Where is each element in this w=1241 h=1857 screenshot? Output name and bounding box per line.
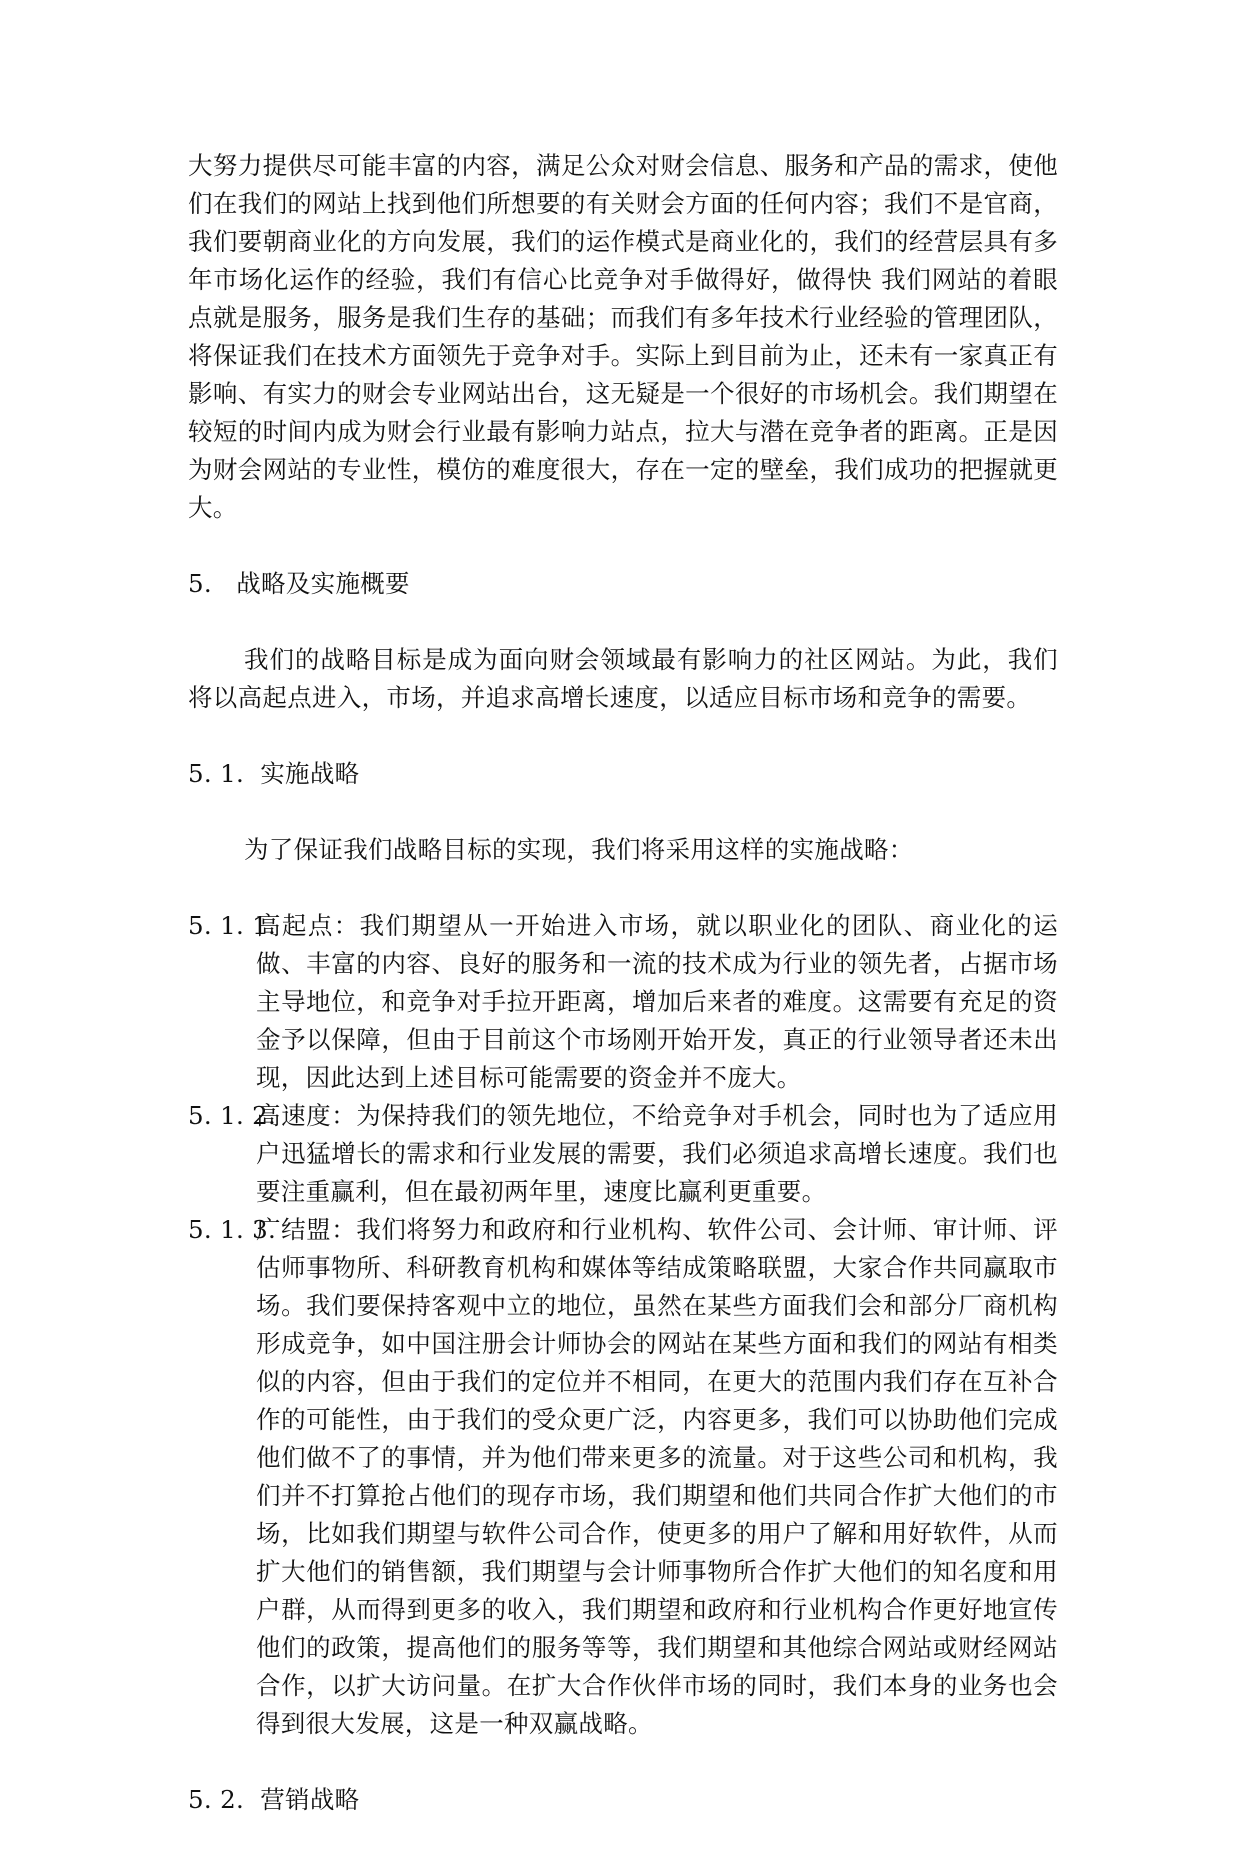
strategy-list [188,907,1058,1743]
list-item [188,907,1058,1097]
intro-paragraph: 大努力提供尽可能丰富的内容，满足公众对财会信息、服务和产品的需求，使他们在我们的网站上找到他们所想要的有关财会方面的任何内容；我们不是官商，我们要朝商业化的方向发展，我们的运作模式是商业化的，我们的经营层具有多年市场化运作的经验，我们有信心比竞争对手做得好，做得快 我们网站的着眼点就是服务，服务是我们生存的基础；而我们有多年技术行业经验的管理团队，将保证我们在技术方面领先于竞争对手。实际上到目前为止，还未有一家真正有影响、有实力的财会专业网站出台，这无疑是一个很好的市场机会。我们期望在较短的时间内成为财会行业最有影响力站点，拉大与潜在竞争者的距离。正是因为财会网站的专业性，模仿的难度很大，存在一定的壁垒，我们成功的把握就更大。 [188,151,1058,522]
list-item-text: 高速度：为保持我们的领先地位，不给竞争对手机会，同时也为了适应用户迅猛增长的需求和行业发展的需要，我们必须追求高增长速度。我们也要注重赢利，但在最初两年里，速度比赢利更重要。 [256,1101,1058,1206]
section-heading-5-2: 5. 2. 营销战略 [188,1785,360,1814]
section-heading-5: 5. 战略及实施概要 [188,569,410,598]
document-body [188,147,1058,1857]
list-item-text: 高起点：我们期望从一开始进入市场，就以职业化的团队、商业化的运做、丰富的内容、良好的服务和一流的技术成为行业的领先者，占据市场主导地位，和竞争对手拉开距离，增加后来者的难度。这需要有充足的资金予以保障，但由于目前这个市场刚开始开发，真正的行业领导者还未出现，因此达到上述目标可能需要的资金并不庞大。 [256,911,1058,1092]
list-item-number: 5. 1. 3. [188,1215,277,1244]
section-5-paragraph: 我们的战略目标是成为面向财会领域最有影响力的社区网站。为此，我们将以高起点进入，市场，并追求高增长速度，以适应目标市场和竞争的需要。 [188,645,1058,712]
list-item-number: 5. 1. 2. [188,1101,277,1130]
section-heading-5-1: 5. 1. 实施战略 [188,759,360,788]
list-item [188,1211,1058,1743]
list-item-number: 5. 1. 1. [188,911,277,940]
list-item [188,1097,1058,1211]
section-5-1-paragraph: 为了保证我们战略目标的实现，我们将采用这样的实施战略： [244,835,914,864]
list-item-text: 广结盟：我们将努力和政府和行业机构、软件公司、会计师、审计师、评估师事物所、科研教育机构和媒体等结成策略联盟，大家合作共同赢取市场。我们要保持客观中立的地位，虽然在某些方面我们会和部分厂商机构形成竞争，如中国注册会计师协会的网站在某些方面和我们的网站有相类似的内容，但由于我们的定位并不相同，在更大的范围内我们存在互补合作的可能性，由于我们的受众更广泛，内容更多，我们可以协助他们完成他们做不了的事情，并为他们带来更多的流量。对于这些公司和机构，我们并不打算抢占他们的现存市场，我们期望和他们共同合作扩大他们的市场，比如我们期望与软件公司合作，使更多的用户了解和用好软件，从而扩大他们的销售额，我们期望与会计师事物所合作扩大他们的知名度和用户群，从而得到更多的收入，我们期望和政府和行业机构合作更好地宣传他们的政策，提高他们的服务等等，我们期望和其他综合网站或财经网站合作，以扩大访问量。在扩大合作伙伴市场的同时，我们本身的业务也会得到很大发展，这是一种双赢战略。 [256,1215,1058,1738]
